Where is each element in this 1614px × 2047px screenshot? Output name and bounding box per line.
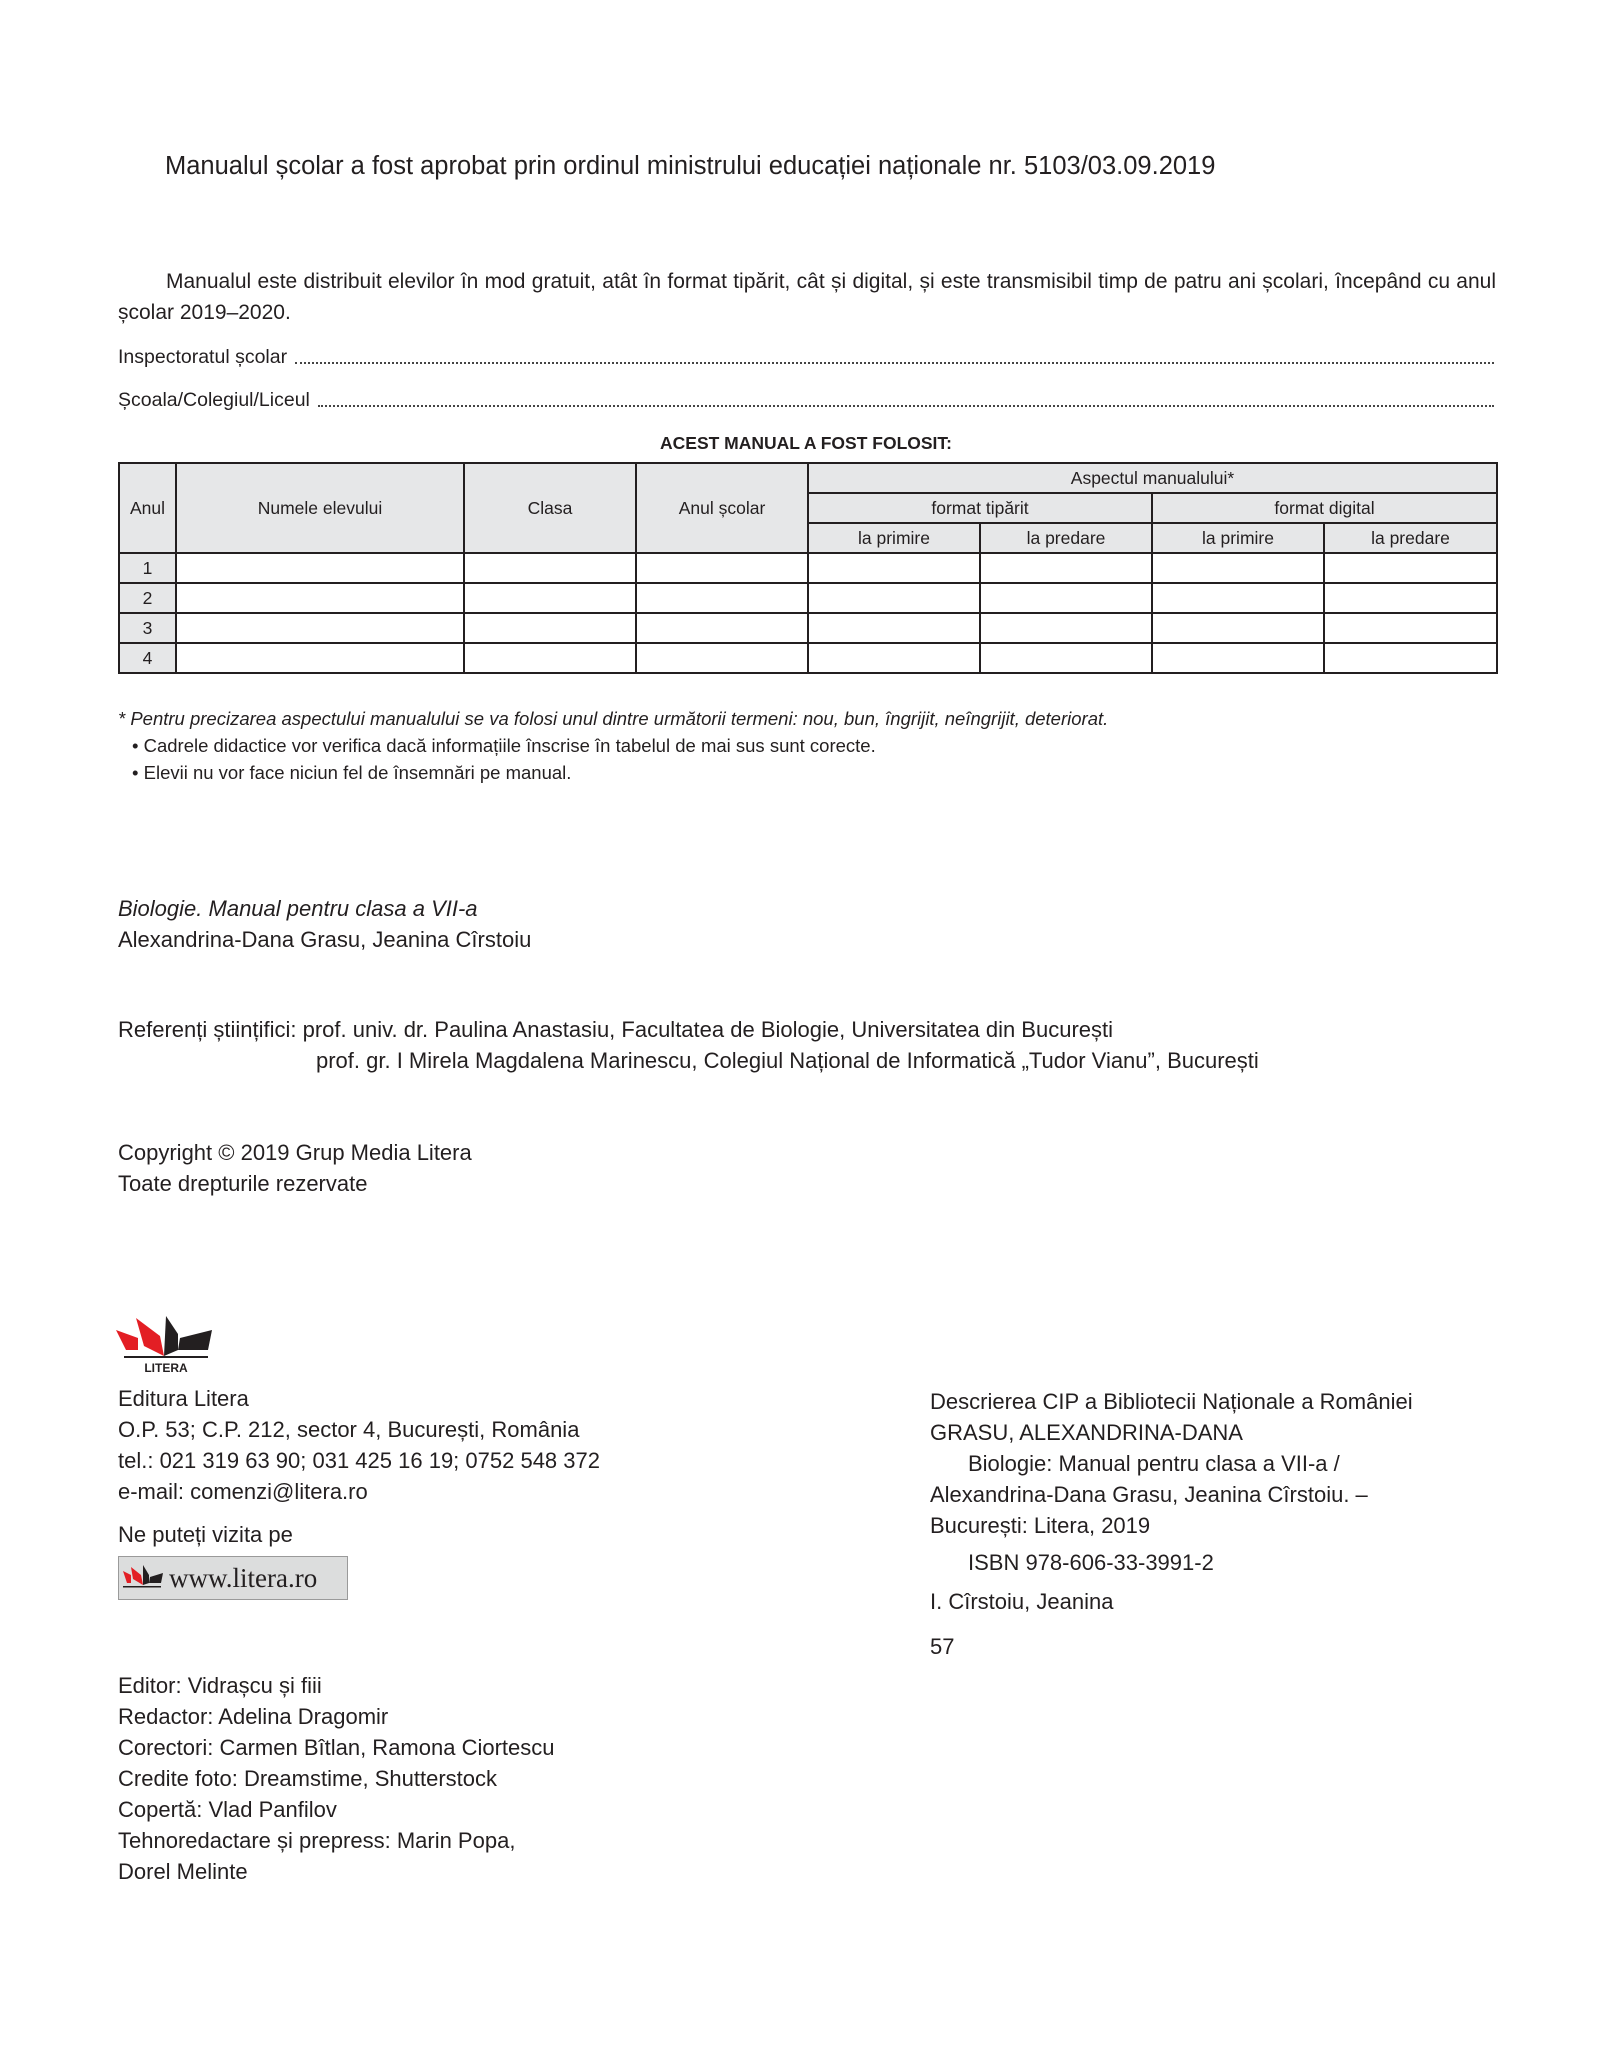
staff-credits [118, 1670, 555, 1887]
table-cell [1324, 613, 1497, 643]
staff-line: Credite foto: Dreamstime, Shutterstock [118, 1766, 498, 1791]
publisher-name: Editura Litera [118, 1386, 249, 1411]
staff-line: Copertă: Vlad Panfilov [118, 1797, 337, 1822]
table-cell [464, 583, 636, 613]
cip-subject: I. Cîrstoiu, Jeanina [930, 1589, 1114, 1614]
book-title: Biologie. Manual pentru clasa a VII-a [118, 896, 478, 921]
table-cell [980, 613, 1152, 643]
table-cell [808, 613, 980, 643]
table-cell [464, 553, 636, 583]
header-numele-elevului: Numele elevului [176, 463, 464, 553]
table-cell [176, 613, 464, 643]
header-la-predare: la predare [1324, 523, 1497, 553]
inspectorat-dotted-line [295, 362, 1494, 364]
table-cell [980, 643, 1152, 673]
table-cell [636, 583, 808, 613]
note-bullet: • Elevii nu vor face niciun fel de însemnări pe manual. [132, 762, 572, 783]
publisher-address: O.P. 53; C.P. 212, sector 4, București, România [118, 1417, 580, 1442]
cip-line: Alexandrina-Dana Grasu, Jeanina Cîrstoiu. – [930, 1482, 1368, 1507]
website-url: www.litera.ro [169, 1562, 318, 1593]
table-row [119, 553, 1497, 583]
cip-line: Descrierea CIP a Bibliotecii Naționale a României [930, 1389, 1413, 1414]
table-header-row [119, 463, 1497, 493]
table-cell [1152, 643, 1324, 673]
table-cell [980, 583, 1152, 613]
header-la-primire: la primire [808, 523, 980, 553]
referees [118, 1014, 1259, 1076]
table-cell [1152, 583, 1324, 613]
row-number: 1 [119, 553, 176, 583]
table-cell [464, 643, 636, 673]
table-cell [980, 553, 1152, 583]
website-link[interactable] [118, 1556, 348, 1600]
header-anul: Anul [119, 463, 176, 553]
publisher-phone: tel.: 021 319 63 90; 031 425 16 19; 0752 548 372 [118, 1448, 600, 1473]
inspectorat-field [118, 346, 1494, 369]
table-cell [1324, 583, 1497, 613]
approval-statement: Manualul școlar a fost aprobat prin ordinul ministrului educației naționale nr. 5103/03.09.2019 [165, 152, 1216, 180]
table-cell [176, 583, 464, 613]
table-cell [636, 553, 808, 583]
header-la-predare: la predare [980, 523, 1152, 553]
table-cell [808, 553, 980, 583]
copyright-line: Copyright © 2019 Grup Media Litera [118, 1140, 472, 1165]
row-number: 4 [119, 643, 176, 673]
row-number: 3 [119, 613, 176, 643]
book-authors: Alexandrina-Dana Grasu, Jeanina Cîrstoiu [118, 927, 532, 952]
header-aspectul-manualului: Aspectul manualului* [808, 463, 1497, 493]
table-cell [1324, 643, 1497, 673]
book-info [118, 893, 531, 955]
table-cell [176, 553, 464, 583]
scoala-dotted-line [318, 405, 1494, 407]
table-row [119, 643, 1497, 673]
header-format-digital: format digital [1152, 493, 1497, 523]
referee-line: Referenți științifici: prof. univ. dr. Paulina Anastasiu, Facultatea de Biologie, Universitatea din București [118, 1017, 1114, 1042]
header-anul-scolar: Anul școlar [636, 463, 808, 553]
header-clasa: Clasa [464, 463, 636, 553]
logo-wordmark: LITERA [144, 1361, 188, 1375]
table-cell [1152, 613, 1324, 643]
scoala-label: Școala/Colegiul/Liceul [118, 389, 310, 411]
distribution-statement: Manualul este distribuit elevilor în mod gratuit, atât în format tipărit, cât și digital, și este transmisibil timp de patru ani școlari, începând cu anul școlar 2019–2020. [118, 270, 1496, 324]
table-cell [636, 643, 808, 673]
scoala-field [118, 389, 1494, 412]
table-cell [636, 613, 808, 643]
header-format-tiparit: format tipărit [808, 493, 1152, 523]
staff-line: Tehnoredactare și prepress: Marin Popa, [118, 1828, 516, 1853]
rights-line: Toate drepturile rezervate [118, 1171, 368, 1196]
cip-isbn: ISBN 978-606-33-3991-2 [968, 1550, 1214, 1575]
footnote: * Pentru precizarea aspectului manualului se va folosi unul dintre următorii termeni: nou, bun, îngrijit, neîngrijit, deteriorat. [118, 708, 1109, 729]
staff-line: Dorel Melinte [118, 1859, 248, 1884]
cip-line: București: Litera, 2019 [930, 1513, 1151, 1538]
litera-small-logo-icon [119, 1561, 165, 1595]
usage-table [118, 462, 1498, 674]
header-la-primire: la primire [1152, 523, 1324, 553]
table-cell [808, 583, 980, 613]
publisher-info [118, 1383, 600, 1507]
staff-line: Corectori: Carmen Bîtlan, Ramona Ciortescu [118, 1735, 555, 1760]
cip-description [930, 1386, 1413, 1662]
table-row [119, 613, 1497, 643]
litera-logo-icon [116, 1316, 214, 1376]
table-row [119, 583, 1497, 613]
staff-line: Editor: Vidrașcu și fiii [118, 1673, 322, 1698]
publisher-email: e-mail: comenzi@litera.ro [118, 1479, 368, 1504]
table-cell [1324, 553, 1497, 583]
table-notes [118, 705, 1108, 786]
staff-line: Redactor: Adelina Dragomir [118, 1704, 389, 1729]
copyright [118, 1137, 472, 1199]
table-cell [464, 613, 636, 643]
visit-text: Ne puteți vizita pe [118, 1522, 293, 1547]
cip-number: 57 [930, 1634, 955, 1659]
cip-line: Biologie: Manual pentru clasa a VII-a / [968, 1451, 1340, 1476]
table-cell [1152, 553, 1324, 583]
inspectorat-label: Inspectoratul școlar [118, 346, 288, 368]
note-bullet: • Cadrele didactice vor verifica dacă informațiile înscrise în tabelul de mai sus sunt corecte. [132, 735, 876, 756]
cip-line: GRASU, ALEXANDRINA-DANA [930, 1420, 1243, 1445]
table-cell [176, 643, 464, 673]
table-cell [808, 643, 980, 673]
referee-line: prof. gr. I Mirela Magdalena Marinescu, Colegiul Național de Informatică „Tudor Vianu”, București [316, 1048, 1259, 1073]
usage-table-title: ACEST MANUAL A FOST FOLOSIT: [660, 433, 952, 453]
row-number: 2 [119, 583, 176, 613]
